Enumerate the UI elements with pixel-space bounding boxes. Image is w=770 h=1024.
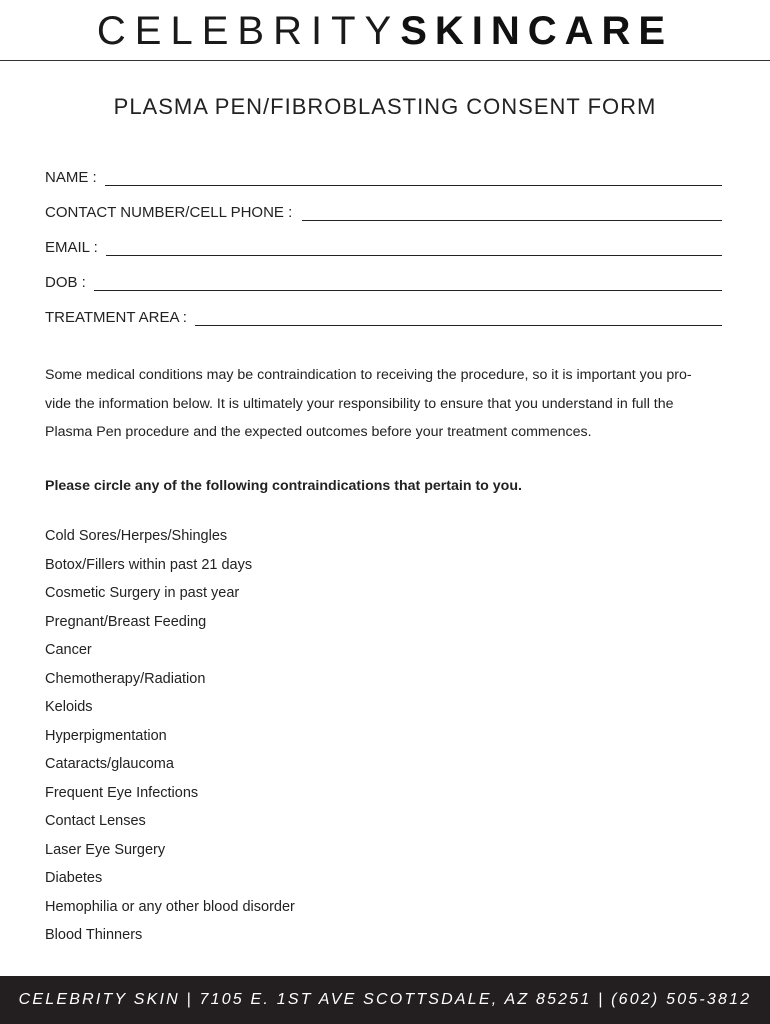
list-item[interactable]: Contact Lenses xyxy=(45,813,146,829)
footer-bar xyxy=(0,976,770,1024)
list-item[interactable]: Cosmetic Surgery in past year xyxy=(45,585,240,601)
list-item[interactable]: Blood Thinners xyxy=(45,927,143,943)
name-input-line[interactable] xyxy=(105,171,722,186)
field-name xyxy=(45,164,722,186)
list-item[interactable]: Cancer xyxy=(45,642,92,658)
field-email xyxy=(45,234,722,256)
contraindications-list xyxy=(45,522,295,950)
field-treatment-area xyxy=(45,304,722,326)
intro-line: vide the information below. It is ultimately your responsibility to ensure that you understand in full the xyxy=(45,395,674,412)
brand-logo xyxy=(0,6,770,56)
field-label-name: NAME : xyxy=(45,169,97,186)
list-item[interactable]: Diabetes xyxy=(45,870,103,886)
list-item[interactable]: Pregnant/Breast Feeding xyxy=(45,613,207,630)
field-contact-number xyxy=(45,199,722,221)
intro-paragraph xyxy=(45,361,725,447)
brand-name-bold: SKINCARE xyxy=(400,9,674,53)
intro-line: Plasma Pen procedure and the expected outcomes before your treatment commences. xyxy=(45,424,592,440)
footer-contact-info: CELEBRITY SKIN | 7105 E. 1ST AVE SCOTTSDALE, AZ 85251 | (602) 505-3812 xyxy=(18,991,752,1008)
field-label-email: EMAIL : xyxy=(45,239,98,256)
header-divider xyxy=(0,60,770,61)
list-item[interactable]: Cold Sores/Herpes/Shingles xyxy=(45,528,228,544)
list-item[interactable]: Keloids xyxy=(45,699,93,715)
list-item[interactable]: Chemotherapy/Radiation xyxy=(45,670,206,687)
list-item[interactable]: Frequent Eye Infections xyxy=(45,784,199,801)
list-item[interactable]: Cataracts/glaucoma xyxy=(45,756,174,772)
email-input-line[interactable] xyxy=(106,241,722,256)
list-item[interactable]: Botox/Fillers within past 21 days xyxy=(45,556,253,573)
field-dob xyxy=(45,269,722,291)
field-label-dob: DOB : xyxy=(45,274,86,291)
dob-input-line[interactable] xyxy=(94,276,722,291)
list-item[interactable]: Laser Eye Surgery xyxy=(45,841,166,858)
intro-line: Some medical conditions may be contraindication to receiving the procedure, so it is important you pro- xyxy=(45,367,692,383)
brand-name-light: CELEBRITY xyxy=(96,9,401,53)
treatment-area-input-line[interactable] xyxy=(195,311,722,326)
form-title: PLASMA PEN/FIBROBLASTING CONSENT FORM xyxy=(113,94,657,119)
field-label-contact-number: CONTACT NUMBER/CELL PHONE : xyxy=(45,204,293,221)
list-item[interactable]: Hemophilia or any other blood disorder xyxy=(45,898,295,915)
list-item[interactable]: Hyperpigmentation xyxy=(45,727,167,744)
contraindications-instruction: Please circle any of the following contraindications that pertain to you. xyxy=(45,478,522,494)
contact-number-input-line[interactable] xyxy=(302,206,722,221)
field-label-treatment-area: TREATMENT AREA : xyxy=(45,309,187,326)
